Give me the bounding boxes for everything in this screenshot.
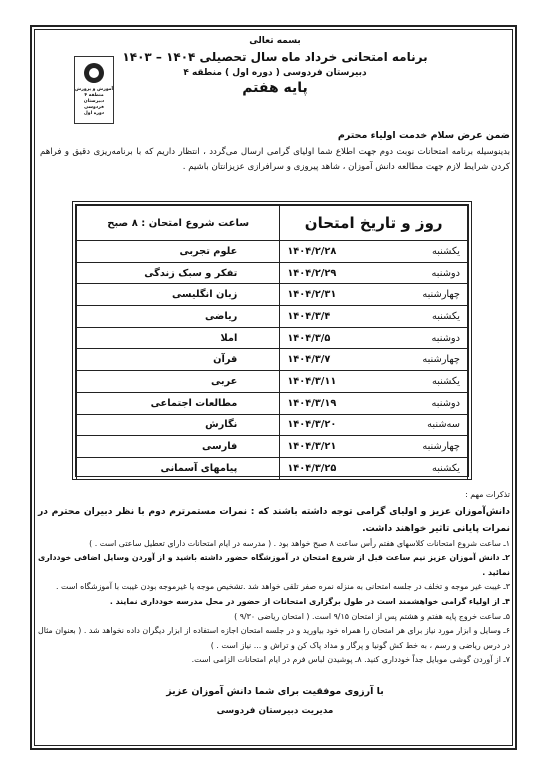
date-cell <box>280 436 468 458</box>
table-row <box>77 284 468 306</box>
table-row <box>77 306 468 328</box>
day-name: یکشنبه <box>431 375 460 387</box>
greeting: ضمن عرض سلام خدمت اولیاء محترم <box>337 130 510 141</box>
exam-date: ۱۴۰۴/۲/۳۱ <box>287 289 337 301</box>
subject-cell: فارسی <box>77 436 280 458</box>
date-cell <box>280 392 468 414</box>
table-row <box>77 262 468 284</box>
day-name: یکشنبه <box>431 462 460 474</box>
date-cell <box>280 241 468 263</box>
date-cell <box>280 349 468 371</box>
notes-header: تذکرات مهم : <box>465 490 510 499</box>
day-name: یکشنبه <box>431 310 460 322</box>
subject-cell: علوم تجربی <box>77 241 280 263</box>
day-name: یکشنبه <box>431 245 460 257</box>
day-name: دوشنبه <box>431 397 460 409</box>
grade-title: پایه هفتم <box>242 80 308 96</box>
date-cell <box>280 306 468 328</box>
subject-cell: تفکر و سبک زندگی <box>77 262 280 284</box>
exam-date: ۱۴۰۴/۲/۲۹ <box>287 267 337 279</box>
logo-emblem-icon <box>84 63 104 83</box>
logo-text-1: آموزش و پرورش منطقه ۴ <box>75 87 113 98</box>
exam-date: ۱۴۰۴/۳/۵ <box>287 332 331 344</box>
day-name: چهارشنبه <box>422 441 460 453</box>
subject-cell: پیامهای آسمانی <box>77 457 280 479</box>
subject-cell: زبان انگلیسی <box>77 284 280 306</box>
exam-schedule-table <box>72 201 472 480</box>
date-cell <box>280 327 468 349</box>
date-cell <box>280 414 468 436</box>
note-item-6: ۶ـ وسایل و ابزار مورد نیاز برای هر امتحان را همراه خود بیاورید و در جلسه امتحان اجازه استفاده از ابزار دیگران داده نخواهد شد . ( بعنوان مثال در درس ریاضی و رسم ، به خط کش گونیا و پرگار و مداد پاک کن و تراش و ... نیاز است . ) <box>38 626 510 650</box>
date-column-header: روز و تاریخ امتحان <box>280 206 468 241</box>
note-item-3: ۳ـ غیبت غیر موجه و تخلف در جلسه امتحانی به منزله نمره صفر تلقی خواهد شد .تشخیص موجه یا غیرموجه بودن غیبت با آموزشگاه است . <box>56 582 510 592</box>
subject-cell: مطالعات اجتماعی <box>77 392 280 414</box>
exam-date: ۱۴۰۴/۳/۷ <box>287 354 331 366</box>
subject-cell: ریاضی <box>77 306 280 328</box>
school-logo <box>74 56 114 124</box>
closing-wish: با آرزوی موفقیت برای شما دانش آموزان عزیز <box>166 686 384 697</box>
table-row <box>77 436 468 458</box>
table-row <box>77 414 468 436</box>
intro-paragraph: بدینوسیله برنامه امتحانات نوبت دوم جهت اطلاع شما اولیای گرامی ارسال می‌گردد ، انتظار داریم که با برنامه‌ریزی دقیق و فراهم کردن شرایط لازم جهت مطالعه دانش آموزان ، شاهد پیروزی و سرافرازی عزیزانتان باشیم . <box>40 147 510 172</box>
note-item-5: ۵ـ ساعت خروج پایه هفتم و هشتم پس از امتحان ۹/۱۵ است. ( امتحان ریاضی ۹/۳۰ ) <box>234 611 510 621</box>
date-cell <box>280 457 468 479</box>
notes-section <box>38 488 510 668</box>
table-row <box>77 457 468 479</box>
basmala: بسمه تعالی <box>249 36 301 46</box>
note-item-1: ۱ـ ساعت شروع امتحانات کلاسهای هفتم رأس ساعت ۸ صبح خواهد بود . ( مدرسه در ایام امتحانات دارای تعطیل ساعتی است . ) <box>89 538 510 548</box>
table-row <box>77 392 468 414</box>
logo-text-3: دوره اول <box>83 111 105 116</box>
day-name: چهارشنبه <box>422 354 460 366</box>
table-row <box>77 241 468 263</box>
table-row <box>77 327 468 349</box>
day-name: چهارشنبه <box>422 289 460 301</box>
table-row <box>77 349 468 371</box>
table-row <box>77 371 468 393</box>
logo-text-2: دبیرستان فردوسی <box>83 99 105 110</box>
exam-date: ۱۴۰۴/۳/۲۰ <box>287 419 337 431</box>
day-name: سه‌شنبه <box>427 419 460 431</box>
document-title: برنامه امتحانی خرداد ماه سال تحصیلی ۱۴۰۴ – ۱۴۰۳ <box>122 50 428 64</box>
date-cell <box>280 284 468 306</box>
exam-date: ۱۴۰۴/۳/۴ <box>287 310 331 322</box>
exam-date: ۱۴۰۴/۲/۲۸ <box>287 245 337 257</box>
note-item-7: ۷ـ از آوردن گوشی موبایل جداً خودداری کنید. ۸ـ پوشیدن لباس فرم در ایام امتحانات الزامی است. <box>191 655 510 665</box>
date-cell <box>280 262 468 284</box>
subject-cell: عربی <box>77 371 280 393</box>
time-column-header: ساعت شروع امتحان : ۸ صبح <box>77 206 280 241</box>
table-header-row <box>77 206 468 241</box>
exam-date: ۱۴۰۴/۳/۱۹ <box>287 397 337 409</box>
exam-date: ۱۴۰۴/۳/۲۵ <box>287 462 337 474</box>
notes-lead: دانش‌آموزان عزیز و اولیای گرامی توجه داشته باشند که : نمرات مستمرترم دوم با نظر دبیران محترم در نمرات پایانی تاثیر خواهند داشت. <box>38 505 510 534</box>
note-item-2: ۲ـ دانش آموزان عزیز نیم ساعت قبل از شروع امتحان در آموزشگاه حضور داشته باشید و از آوردن وسایل اضافی خودداری نمائید . <box>38 553 510 577</box>
subject-cell: املا <box>77 327 280 349</box>
subject-cell: قرآن <box>77 349 280 371</box>
day-name: دوشنبه <box>431 332 460 344</box>
exam-date: ۱۴۰۴/۳/۲۱ <box>287 441 337 453</box>
note-item-4: ۴ـ از اولیاء گرامی خواهشمند است در طول برگزاری امتحانات از حضور در محل مدرسه خودداری نمایند . <box>109 596 510 606</box>
date-cell <box>280 371 468 393</box>
signature: مدیریت دبیرستان فردوسی <box>216 706 334 716</box>
subject-cell: نگارش <box>77 414 280 436</box>
day-name: دوشنبه <box>431 267 460 279</box>
school-name: دبیرستان فردوسی ( دوره اول ) منطقه ۴ <box>183 68 367 78</box>
exam-date: ۱۴۰۴/۳/۱۱ <box>287 375 337 387</box>
